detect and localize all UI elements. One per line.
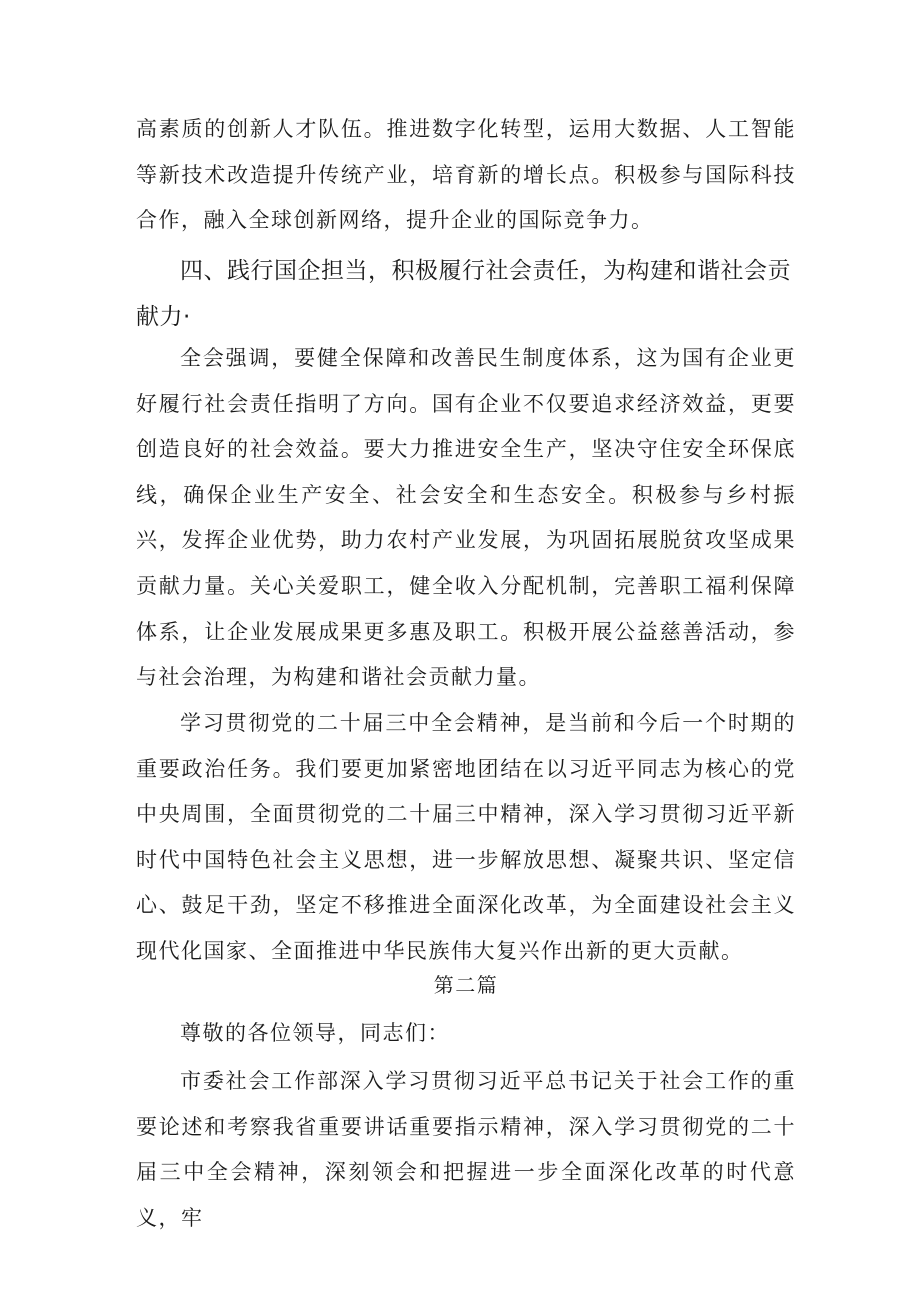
- section-heading-four: 四、践行国企担当，积极履行社会责任，为构建和谐社会贡献力·: [136, 258, 791, 330]
- paragraph-innovation: 高素质的创新人才队伍。推进数字化转型，运用大数据、人工智能等新技术改造提升传统产业，培育新的增长点。积极参与国际科技合作，融入全球创新网络，提升企业的国际竞争力。: [136, 117, 796, 233]
- paragraph-social-work-department: 市委社会工作部深入学习贯彻习近平总书记关于社会工作的重要论述和考察我省重要讲话重要指示精神，深入学习贯彻党的二十届三中全会精神，深刻领会和把握进一步全面深化改革的时代意义，牢: [136, 1069, 796, 1230]
- paragraph-social-responsibility: 全会强调，要健全保障和改善民生制度体系，这为国有企业更好履行社会责任指明了方向。国有企业不仅要追求经济效益，更要创造良好的社会效益。要大力推进安全生产，坚决守住安全环保底线，确保企业生产安全、社会安全和生态安全。积极参与乡村振兴，发挥企业优势，助力农村产业发展，为巩固拓展脱贫攻坚成果贡献力量。关心关爱职工，健全收入分配机制，完善职工福利保障体系，让企业发展成果更多惠及职工。积极开展公益慈善活动，参与社会治理，为构建和谐社会贡献力量。: [136, 346, 796, 690]
- salutation: 尊敬的各位领导，同志们：: [180, 1021, 450, 1045]
- part-title: 第二篇: [433, 973, 499, 997]
- paragraph-conclusion: 学习贯彻党的二十届三中全会精神，是当前和今后一个时期的重要政治任务。我们要更加紧密地团结在以习近平同志为核心的党中央周围，全面贯彻党的二十届三中精神，深入学习贯彻习近平新时代中国特色社会主义思想，进一步解放思想、凝聚共识、坚定信心、鼓足干劲，坚定不移推进全面深化改革，为全面建设社会主义现代化国家、全面推进中华民族伟大复兴作出新的更大贡献。: [136, 711, 796, 963]
